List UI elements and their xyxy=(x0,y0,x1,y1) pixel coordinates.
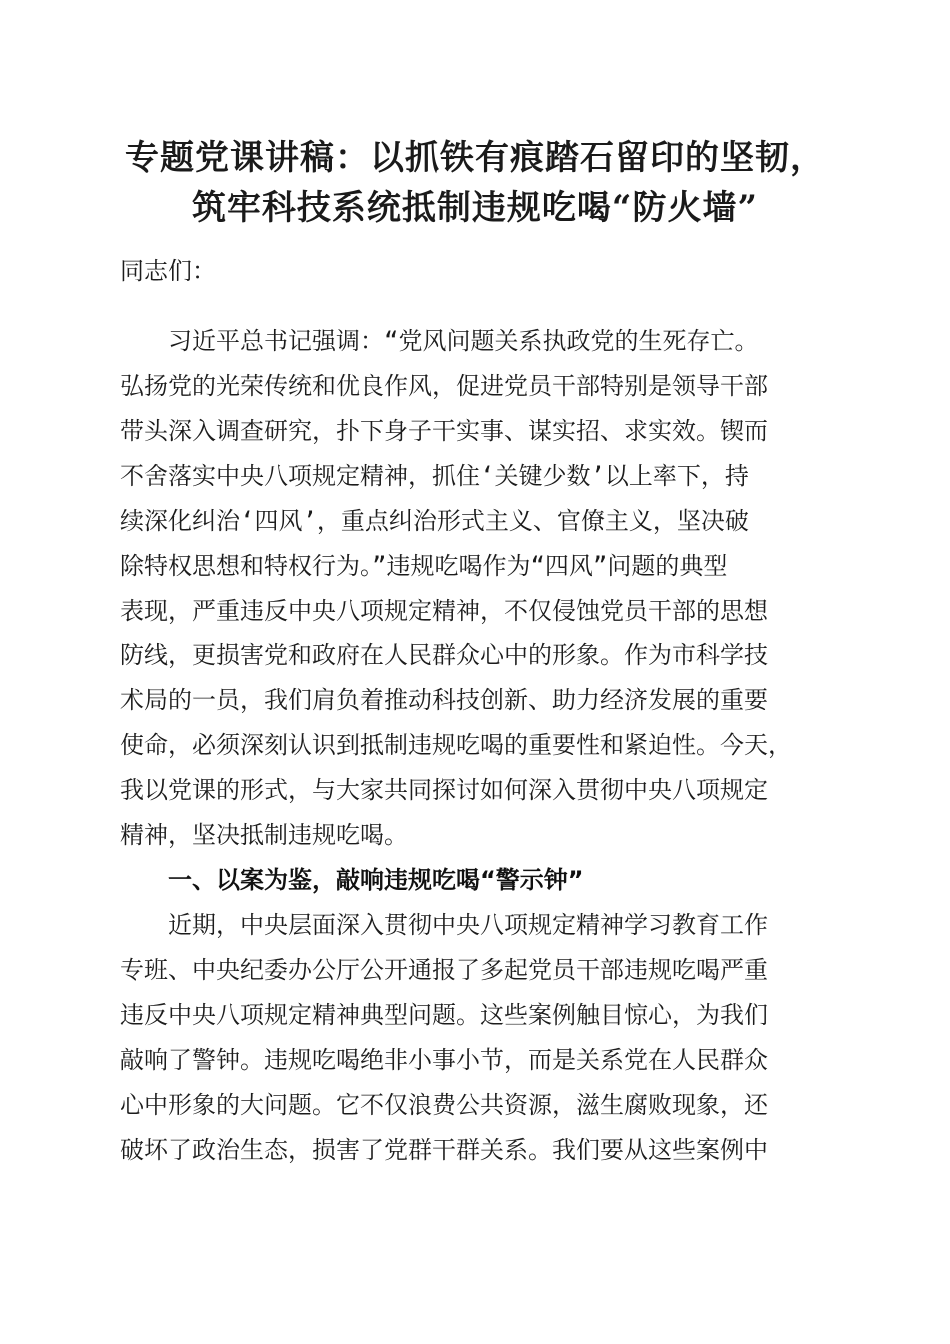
paragraph-line: 术局的一员，我们肩负着推动科技创新、助力经济发展的重要 xyxy=(120,686,768,714)
paragraph-line: 敲响了警钟。违规吃喝绝非小事小节，而是关系党在人民群众 xyxy=(120,1046,768,1074)
document-title-line-1: 专题党课讲稿：以抓铁有痕踏石留印的坚韧， xyxy=(125,138,825,178)
paragraph-line: 专班、中央纪委办公厅公开通报了多起党员干部违规吃喝严重 xyxy=(120,956,768,984)
paragraph-line: 违反中央八项规定精神典型问题。这些案例触目惊心，为我们 xyxy=(120,1001,768,1029)
paragraph-line: 破坏了政治生态，损害了党群干群关系。我们要从这些案例中 xyxy=(120,1136,768,1164)
paragraph-line: 表现，严重违反中央八项规定精神，不仅侵蚀党员干部的思想 xyxy=(120,597,768,625)
paragraph-line: 近期，中央层面深入贯彻中央八项规定精神学习教育工作 xyxy=(168,911,768,939)
paragraph-line: 心中形象的大问题。它不仅浪费公共资源，滋生腐败现象，还 xyxy=(120,1091,768,1119)
paragraph-line: 带头深入调查研究，扑下身子干实事、谋实招、求实效。锲而 xyxy=(120,417,768,445)
paragraph-line: 续深化纠治‘四风’，重点纠治形式主义、官僚主义，坚决破 xyxy=(120,507,749,535)
section-heading: 一、以案为鉴，敲响违规吃喝“警示钟” xyxy=(168,866,584,894)
paragraph-line: 习近平总书记强调：“党风问题关系执政党的生死存亡。 xyxy=(168,327,759,355)
paragraph-line: 我以党课的形式，与大家共同探讨如何深入贯彻中央八项规定 xyxy=(120,776,768,804)
paragraph-line: 防线，更损害党和政府在人民群众心中的形象。作为市科学技 xyxy=(120,641,768,669)
paragraph-line: 精神，坚决抵制违规吃喝。 xyxy=(120,821,408,849)
document-title-line-2: 筑牢科技系统抵制违规吃喝“防火墙” xyxy=(191,188,759,228)
paragraph-line: 弘扬党的光荣传统和优良作风，促进党员干部特别是领导干部 xyxy=(120,372,768,400)
salutation: 同志们： xyxy=(120,257,216,285)
paragraph-line: 除特权思想和特权行为。”违规吃喝作为“四风”问题的典型 xyxy=(120,552,728,580)
paragraph-line: 使命，必须深刻认识到抵制违规吃喝的重要性和紧迫性。今天， xyxy=(120,731,792,759)
paragraph-line: 不舍落实中央八项规定精神，抓住‘关键少数’以上率下，持 xyxy=(120,462,749,490)
